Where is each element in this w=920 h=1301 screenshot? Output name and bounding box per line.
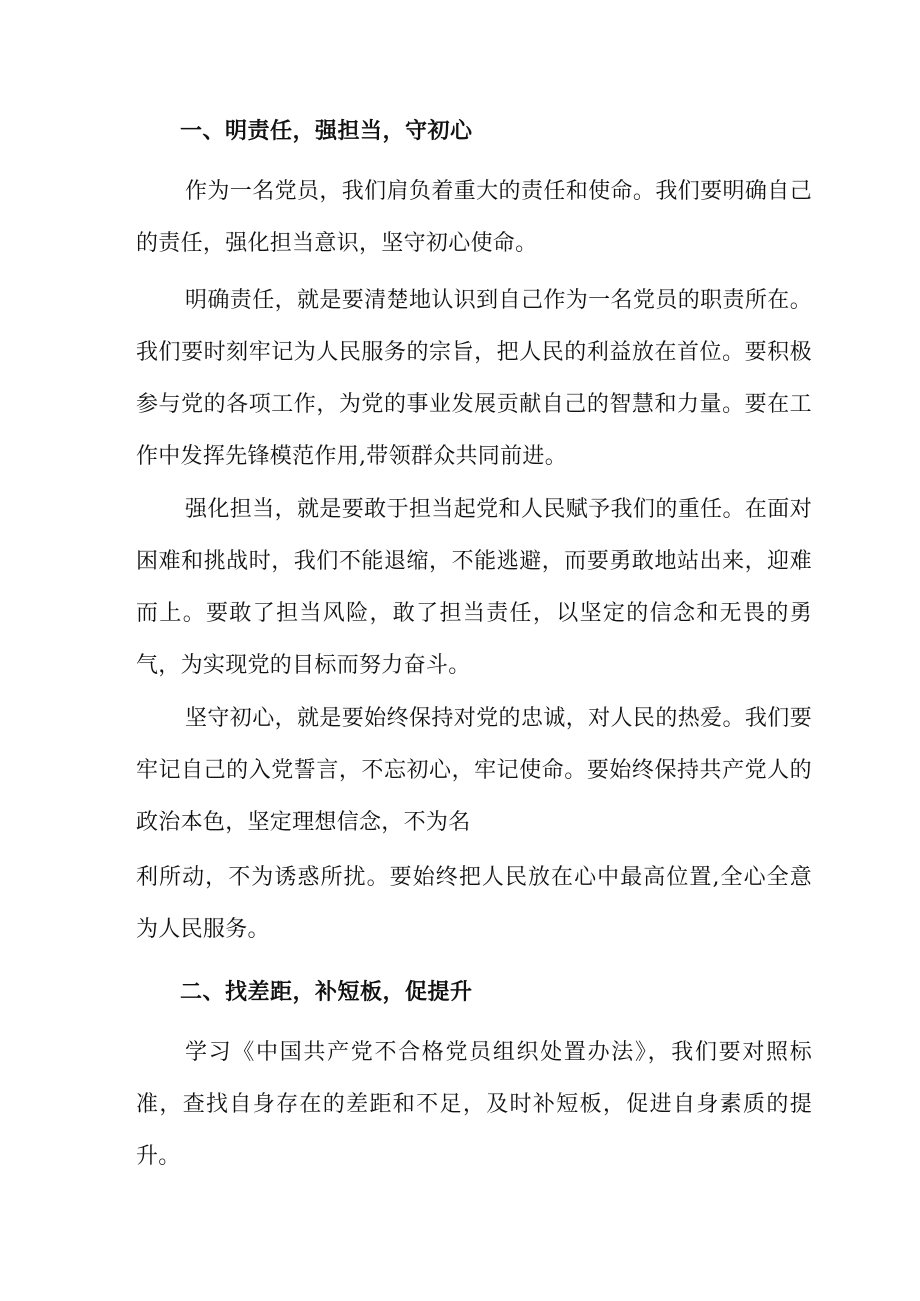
- section-1-paragraph-4: 坚守初心，就是要始终保持对党的忠诚，对人民的热爱。我们要牢记自己的入党誓言，不忘初心，牢记使命。要始终保持共产党人的政治本色，坚定理想信念，不为名: [136, 706, 812, 835]
- section-1-paragraph-2: 明确责任，就是要清楚地认识到自己作为一名党员的职责所在。我们要时刻牢记为人民服务的宗旨，把人民的利益放在首位。要积极参与党的各项工作，为党的事业发展贡献自己的智慧和力量。要在工作中发挥先锋模范作用,带领群众共同前进。: [136, 288, 812, 469]
- section-1-paragraph-5: 利所动，不为诱惑所扰。要始终把人民放在心中最高位置,全心全意为人民服务。: [136, 865, 812, 942]
- section-1-paragraph-1: 作为一名党员，我们肩负着重大的责任和使命。我们要明确自己的责任，强化担当意识，坚守初心使命。: [136, 179, 812, 256]
- section-2-paragraph-1: 学习《中国共产党不合格党员组织处置办法》，我们要对照标准，查找自身存在的差距和不足，及时补短板，促进自身素质的提升。: [136, 1040, 812, 1169]
- section-2-heading: 二、找差距，补短板，促提升: [180, 979, 473, 1005]
- section-1-heading: 一、明责任，强担当，守初心: [180, 118, 473, 144]
- section-1-paragraph-3: 强化担当，就是要敢于担当起党和人民赋予我们的重任。在面对困难和挑战时，我们不能退缩，不能逃避，而要勇敢地站出来，迎难而上。要敢了担当风险，敢了担当责任，以坚定的信念和无畏的勇气，为实现党的目标而努力奋斗。: [136, 497, 812, 678]
